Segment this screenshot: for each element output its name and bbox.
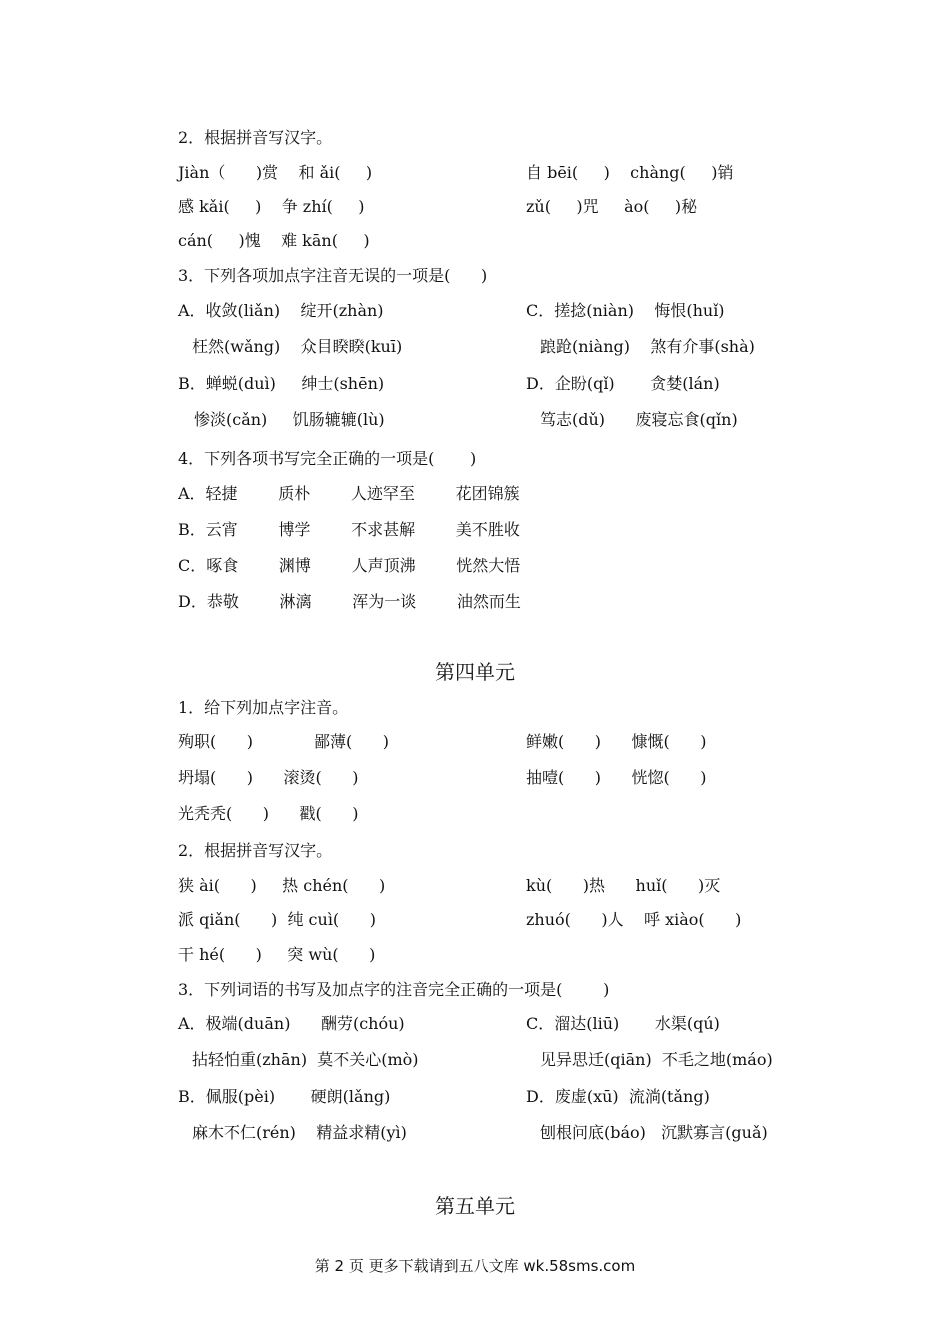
u4-question-3-title: 3．下列词语的书写及加点字的注音完全正确的一项是( ) [178,980,610,999]
u3q4-option-a: A．轻捷 质朴 人迹罕至 花团锦簇 [178,484,520,503]
u3-question-3-title: 3．下列各项加点字注音无误的一项是( ) [178,266,488,285]
u3q2-row2-right: zǔ( )咒 ào( )秘 [526,197,698,216]
unit-4-heading: 第四单元 [435,660,515,684]
u3q4-option-c: C．啄食 渊博 人声顶沸 恍然大悟 [178,556,521,575]
u3q3-option-b-line1: B．蝉蜕(duì) 绅士(shēn) [178,374,385,393]
u4q2-row2-left: 派 qiǎn( ) 纯 cuì( ) [178,910,376,929]
u3q4-option-b: B．云宵 博学 不求甚解 美不胜收 [178,520,520,539]
u4q3-option-a-line2: 拈轻怕重(zhān) 莫不关心(mò) [192,1050,419,1069]
u3-question-4-title: 4．下列各项书写完全正确的一项是( ) [178,449,477,468]
u3q3-option-d-line1: D．企盼(qǐ) 贪婪(lán) [526,374,720,393]
u4q3-option-b-line2: 麻木不仁(rén) 精益求精(yì) [192,1123,407,1142]
u3q3-option-d-line2: 笃志(dǔ) 废寝忘食(qǐn) [540,410,738,429]
u4-question-1-title: 1．给下列加点字注音。 [178,698,349,717]
u4q3-option-c-line1: C．溜达(liū) 水渠(qú) [526,1014,720,1033]
u4q1-row3-left: 光秃秃( ) 戳( ) [178,804,359,823]
u4q1-row1-right: 鲜嫩( ) 慷慨( ) [526,732,707,751]
u3q3-option-b-line2: 惨淡(cǎn) 饥肠辘辘(lù) [194,410,385,429]
u3-question-2-title: 2．根据拼音写汉字。 [178,128,333,147]
u4q3-option-a-line1: A．极端(duān) 酬劳(chóu) [178,1014,405,1033]
u4q2-row2-right: zhuó( )人 呼 xiào( ) [526,910,742,929]
u4q3-option-d-line1: D．废虚(xū) 流淌(tǎng) [526,1087,710,1106]
u3q2-row2-left: 感 kǎi( ) 争 zhí( ) [178,197,365,216]
u4q2-row1-right: kù( )热 huǐ( )灭 [526,876,721,895]
u3q2-row3-left: cán( )愧 难 kān( ) [178,231,370,250]
u3q2-row1-right: 自 bēi( ) chàng( )销 [526,163,734,182]
u3q3-option-a-line2: 枉然(wǎng) 众目睽睽(kuī) [192,337,403,356]
u4q3-option-b-line1: B．佩服(pèi) 硬朗(lǎng) [178,1087,391,1106]
u4q1-row1-left: 殉职( ) 鄙薄( ) [178,732,390,751]
u3q3-option-c-line1: C．搓捻(niàn) 悔恨(huǐ) [526,301,725,320]
u3q3-option-a-line1: A．收敛(liǎn) 绽开(zhàn) [178,301,384,320]
u4q2-row3-left: 干 hé( ) 突 wù( ) [178,945,376,964]
u4q2-row1-left: 狭 ài( ) 热 chén( ) [178,876,386,895]
u3q4-option-d: D．恭敬 淋漓 浑为一谈 油然而生 [178,592,521,611]
u4-question-2-title: 2．根据拼音写汉字。 [178,841,333,860]
u4q1-row2-right: 抽噎( ) 恍惚( ) [526,768,707,787]
u4q3-option-d-line2: 刨根问底(báo) 沉默寡言(guǎ) [540,1123,768,1142]
u4q1-row2-left: 坍塌( ) 滚烫( ) [178,768,359,787]
u4q3-option-c-line2: 见异思迁(qiān) 不毛之地(máo) [540,1050,773,1069]
u3q3-option-c-line2: 踉跄(niàng) 煞有介事(shà) [540,337,755,356]
page-footer: 第 2 页 更多下载请到五八文库 wk.58sms.com [314,1257,636,1275]
unit-5-heading: 第五单元 [435,1194,515,1218]
u3q2-row1-left: Jiàn（ )赏 和 ǎi( ) [178,163,373,182]
